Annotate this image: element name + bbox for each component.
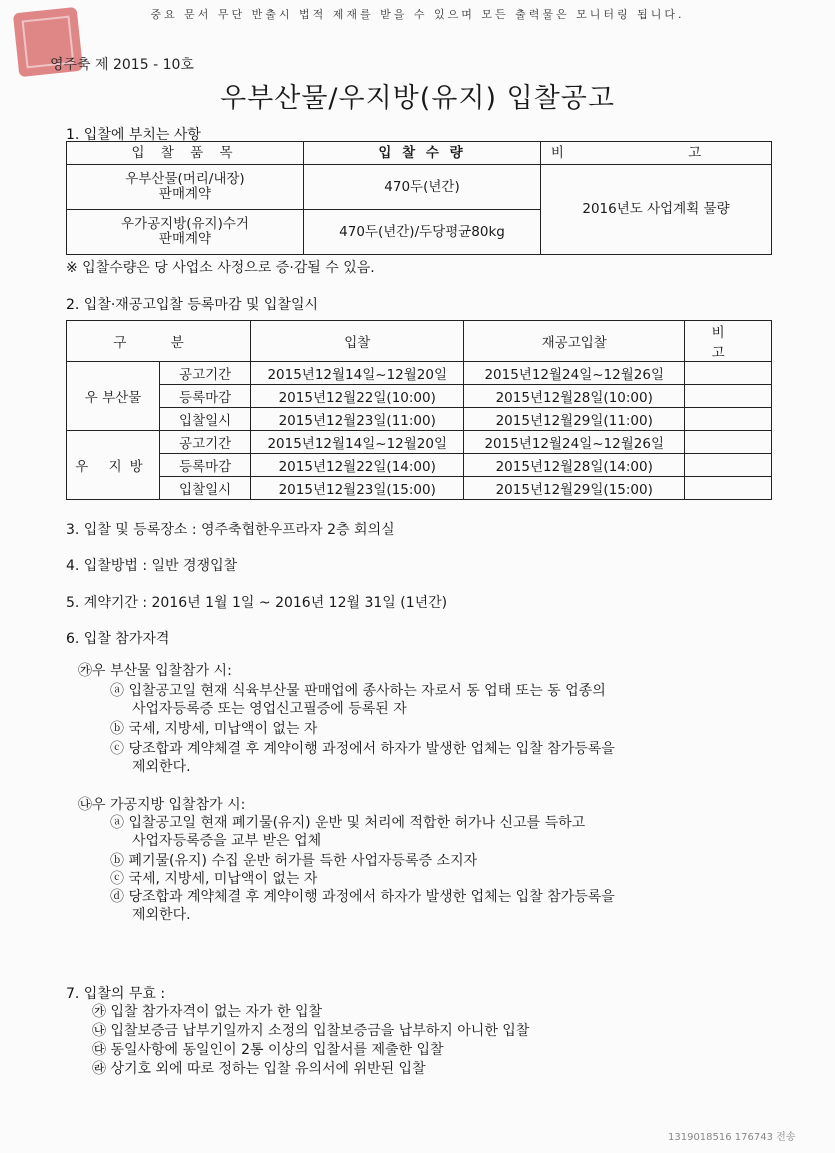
rebid-date: 2015년12월28일(10:00) [464, 385, 685, 408]
bid-date: 2015년12월22일(14:00) [251, 454, 464, 477]
qual-na-b: ⓑ 폐기물(유지) 수집 운반 허가를 득한 사업자등록증 소지자 [110, 853, 478, 869]
table-header-row [67, 321, 772, 362]
table-row [67, 431, 772, 454]
row-label: 등록마감 [160, 385, 251, 408]
header-remark: 비 고 [541, 142, 772, 165]
table-row [67, 477, 772, 500]
section2-heading: 2. 입찰·재공고입찰 등록마감 및 입찰일시 [66, 297, 318, 313]
remark-cell [685, 385, 772, 408]
row-label: 입찰일시 [160, 477, 251, 500]
confidential-notice: 중요 문서 무단 반출시 법적 제재를 받을 수 있으며 모든 출력물은 모니터링 됩니다. [150, 8, 685, 21]
header-division: 구 분 [67, 321, 251, 362]
document-number: 영주축 제 2015 - 10호 [50, 57, 194, 73]
qual-ga-c1: ⓒ 당조합과 계약체결 후 계약이행 과정에서 하자가 발생한 업체는 입찰 참가등록을 [110, 741, 615, 757]
remark-cell [685, 431, 772, 454]
item-line1: 우부산물(머리/내장) [125, 171, 245, 187]
section4-method: 4. 입찰방법 : 일반 경쟁입찰 [66, 558, 238, 574]
quantity-note: ※ 입찰수량은 당 사업소 사정으로 증·감될 수 있음. [66, 260, 375, 276]
item-line2: 판매계약 [158, 186, 212, 202]
section1-heading: 1. 입찰에 부치는 사항 [66, 127, 201, 143]
item-cell [67, 165, 304, 210]
qty-cell: 470두(년간)/두당평균80kg [304, 210, 541, 255]
qual-ga-c2: 제외한다. [132, 759, 191, 775]
header-remark: 비 고 [685, 321, 772, 362]
group-name: 우 부산물 [67, 362, 160, 431]
rebid-date: 2015년12월24일~12월26일 [464, 431, 685, 454]
qual-ga-a1: ⓐ 입찰공고일 현재 식육부산물 판매업에 종사하는 자로서 동 업태 또는 동 업종의 [110, 683, 606, 699]
qual-ga-title: ㉮우 부산물 입찰참가 시: [78, 663, 232, 679]
remark-cell [685, 408, 772, 431]
rebid-date: 2015년12월24일~12월26일 [464, 362, 685, 385]
qual-na-title: ㉯우 가공지방 입찰참가 시: [78, 797, 246, 813]
invalid-item: ㉮ 입찰 참가자격이 없는 자가 한 입찰 [92, 1004, 323, 1020]
table-row [67, 408, 772, 431]
section6-heading: 6. 입찰 참가자격 [66, 631, 170, 647]
table-header-row [67, 142, 772, 165]
rebid-date: 2015년12월29일(11:00) [464, 408, 685, 431]
fax-footer: 1319018516 176743 전송 [668, 1132, 796, 1143]
bid-date: 2015년12월23일(15:00) [251, 477, 464, 500]
section3-location: 3. 입찰 및 등록장소 : 영주축협한우프라자 2층 회의실 [66, 522, 395, 538]
remark-cell [685, 362, 772, 385]
rebid-date: 2015년12월28일(14:00) [464, 454, 685, 477]
qual-na-c: ⓒ 국세, 지방세, 미납액이 없는 자 [110, 871, 318, 887]
bid-date: 2015년12월22일(10:00) [251, 385, 464, 408]
header-rebid: 재공고입찰 [464, 321, 685, 362]
bid-items-table [66, 141, 772, 255]
bid-date: 2015년12월23일(11:00) [251, 408, 464, 431]
item-line2: 판매계약 [158, 231, 212, 247]
table-row [67, 385, 772, 408]
qual-ga-a2: 사업자등록증 또는 영업신고필증에 등록된 자 [132, 701, 407, 717]
header-bid: 입찰 [251, 321, 464, 362]
page-title: 우부산물/우지방(유지) 입찰공고 [220, 83, 615, 114]
bid-date: 2015년12월14일~12월20일 [251, 362, 464, 385]
section7-heading: 7. 입찰의 무효 : [66, 986, 166, 1002]
qual-na-a1: ⓐ 입찰공고일 현재 폐기물(유지) 운반 및 처리에 적합한 허가나 신고를 득하고 [110, 815, 586, 831]
row-label: 공고기간 [160, 362, 251, 385]
qty-cell: 470두(년간) [304, 165, 541, 210]
header-item: 입 찰 품 목 [67, 142, 304, 165]
table-row [67, 362, 772, 385]
row-label: 입찰일시 [160, 408, 251, 431]
qual-na-d2: 제외한다. [132, 907, 191, 923]
invalid-item: ㉰ 동일사항에 동일인이 2통 이상의 입찰서를 제출한 입찰 [92, 1042, 444, 1058]
header-qty: 입 찰 수 량 [304, 142, 541, 165]
remark-cell [685, 454, 772, 477]
table-row [67, 165, 772, 210]
invalid-item: ㉱ 상기호 외에 따로 정하는 입찰 유의서에 위반된 입찰 [92, 1061, 426, 1077]
item-cell [67, 210, 304, 255]
rebid-date: 2015년12월29일(15:00) [464, 477, 685, 500]
qual-na-a2: 사업자등록증을 교부 받은 업체 [132, 833, 322, 849]
invalid-item: ㉯ 입찰보증금 납부기일까지 소정의 입찰보증금을 납부하지 아니한 입찰 [92, 1023, 530, 1039]
row-label: 공고기간 [160, 431, 251, 454]
remark-cell [685, 477, 772, 500]
remark-cell: 2016년도 사업계획 물량 [541, 165, 772, 255]
schedule-table [66, 320, 772, 500]
bid-date: 2015년12월14일~12월20일 [251, 431, 464, 454]
row-label: 등록마감 [160, 454, 251, 477]
qual-ga-b: ⓑ 국세, 지방세, 미납액이 없는 자 [110, 721, 318, 737]
group-name: 우 지방 [67, 431, 160, 500]
section5-period: 5. 계약기간 : 2016년 1월 1일 ~ 2016년 12월 31일 (1년간) [66, 595, 448, 611]
table-row [67, 454, 772, 477]
qual-na-d1: ⓓ 당조합과 계약체결 후 계약이행 과정에서 하자가 발생한 업체는 입찰 참가등록을 [110, 889, 615, 905]
item-line1: 우가공지방(유지)수거 [121, 216, 249, 232]
